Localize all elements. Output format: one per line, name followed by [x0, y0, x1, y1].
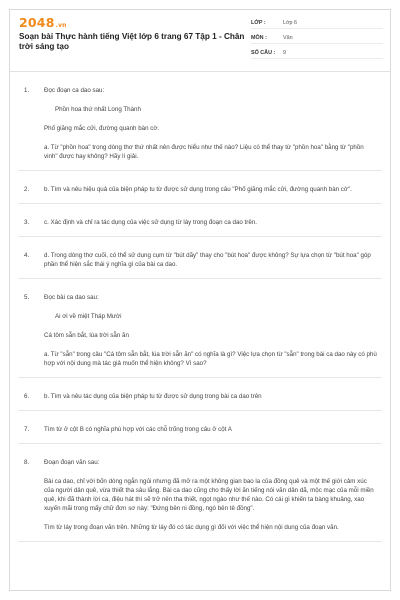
question-body: [44, 425, 378, 434]
question-text: Bài ca dao, chỉ với bốn dòng ngắn ngủi nhưng đã mở ra một không gian bao la của đồng quê và một thế giới cảm xúc của người dân quê, vừa thiết tha sâu lắng. Bài ca dao cũng cho thấy lời ăn tiếng nói văn dân dã, mộc mạc của mỗi miền quê, khi đã thành lời ca, điệu hát thì sẽ trở nên tha thiết, ngọt ngào như thế nào. Có cái gì khiến ta bàng khuâng, xao xuyến mãi trong mấy chữ đơn sơ này: "Đứng bên ni đồng, ngó bên tê đồng".: [44, 478, 374, 512]
line-gap: [44, 513, 378, 523]
meta-label: LỚP :: [251, 19, 266, 26]
question-divider: [18, 161, 382, 171]
site-logo[interactable]: [19, 15, 67, 30]
question-divider: [18, 434, 382, 444]
question-number: 5.: [24, 294, 30, 301]
question-divider: [18, 227, 382, 237]
question-number: 7.: [24, 426, 30, 433]
question-number: 3.: [24, 219, 30, 226]
question-text: Cá tôm sẵn bắt, lúa trời sẵn ăn: [44, 332, 129, 339]
line-gap: [44, 95, 378, 105]
question-text: Đọc bài ca dao sau:: [44, 294, 99, 301]
question-text: Đọc đoạn ca dao sau:: [44, 87, 105, 94]
question-body: [44, 185, 378, 194]
question-item: [10, 204, 390, 227]
question-divider: [18, 401, 382, 411]
meta-value: 9: [283, 49, 286, 56]
meta-row-grade: [251, 17, 383, 29]
question-number: 8.: [24, 459, 30, 466]
question-text: d. Trong dòng thơ cuối, có thể sử dụng cụm từ "bút dãy" thay cho "bút hoa" được không? Sự lựa chọn từ "bút hoa" góp phần thể hiện sắc thái ý nghĩa gì của bài ca dao.: [44, 252, 371, 268]
line-gap: [44, 114, 378, 124]
meta-row-subject: [251, 32, 383, 44]
question-body: [44, 218, 378, 227]
question-number: 6.: [24, 393, 30, 400]
worksheet-page: [9, 9, 391, 591]
question-divider: [18, 532, 382, 542]
question-text: Tìm từ ở cột B có nghĩa phù hợp với các chỗ trống trong câu ở cột A: [44, 426, 232, 433]
question-text: Phố giăng mắc cửi, đường quanh bàn cờ.: [44, 125, 160, 132]
question-text: Phồn hoa thứ nhất Long Thành: [55, 106, 141, 113]
question-number: 4.: [24, 252, 30, 259]
question-text: Ai ơi về miệt Tháp Mười: [55, 313, 122, 320]
meta-label: MÔN :: [251, 34, 267, 41]
question-body: [44, 86, 378, 161]
question-item: [10, 444, 390, 532]
meta-value: Lớp 6: [283, 19, 298, 26]
question-number: 2.: [24, 186, 30, 193]
question-divider: [18, 194, 382, 204]
logo-tld: .vn: [55, 22, 67, 29]
question-text: b. Tìm và nêu tác dụng của biện pháp tu từ được sử dụng trong bài ca dao trên: [44, 393, 262, 400]
question-divider: [18, 368, 382, 378]
question-list: [10, 72, 390, 542]
meta-row-count: [251, 47, 383, 59]
question-text: a. Từ "sẵn" trong câu "Cá tôm sẵn bắt, lúa trời sẵn ăn" có nghĩa là gì? Việc lựa chọn từ "sẵn" trong bài ca dao này có phù hợp với nội dung mà tác giả muốn thể hiện không? Vì sao?: [44, 351, 377, 367]
question-body: [44, 458, 378, 532]
question-divider: [18, 269, 382, 279]
line-gap: [44, 133, 378, 143]
question-text: c. Xác định và chỉ ra tác dụng của việc sử dụng từ láy trong đoạn ca dao trên.: [44, 219, 257, 226]
line-gap: [44, 467, 378, 477]
question-number: 1.: [24, 87, 30, 94]
question-body: [44, 392, 378, 401]
question-item: [10, 171, 390, 194]
question-item: [10, 279, 390, 368]
question-text: b. Tìm và nêu hiệu quả của biện pháp tu từ được sử dụng trong câu "Phố giăng mắc cửi, đường quanh bàn cờ".: [44, 186, 352, 193]
line-gap: [44, 340, 378, 350]
document-title: Soạn bài Thực hành tiếng Việt lớp 6 trang 67 Tập 1 - Chân trời sáng tạo: [19, 32, 245, 51]
question-item: [10, 237, 390, 269]
question-text: Đoạn đoạn văn sau:: [44, 459, 100, 466]
question-item: [10, 411, 390, 434]
meta-panel: [251, 17, 383, 62]
logo-main: 2048: [19, 15, 55, 30]
meta-value: Văn: [283, 34, 293, 41]
question-text: a. Từ "phồn hoa" trong dòng thơ thứ nhất nên được hiểu như thế nào? Liệu có thể thay từ "phồn hoa" bằng từ "phồn vinh" được hay không? Hãy lí giải.: [44, 144, 364, 160]
question-text: Tìm từ láy trong đoạn văn trên. Những từ láy đó có tác dụng gì đối với việc thể hiện nội dung của đoạn văn.: [44, 524, 339, 531]
question-item: [10, 72, 390, 161]
question-body: [44, 251, 378, 269]
line-gap: [44, 302, 378, 312]
line-gap: [44, 321, 378, 331]
meta-label: SỐ CÂU :: [251, 49, 276, 56]
worksheet-header: [10, 10, 390, 72]
question-item: [10, 378, 390, 401]
question-body: [44, 293, 378, 368]
